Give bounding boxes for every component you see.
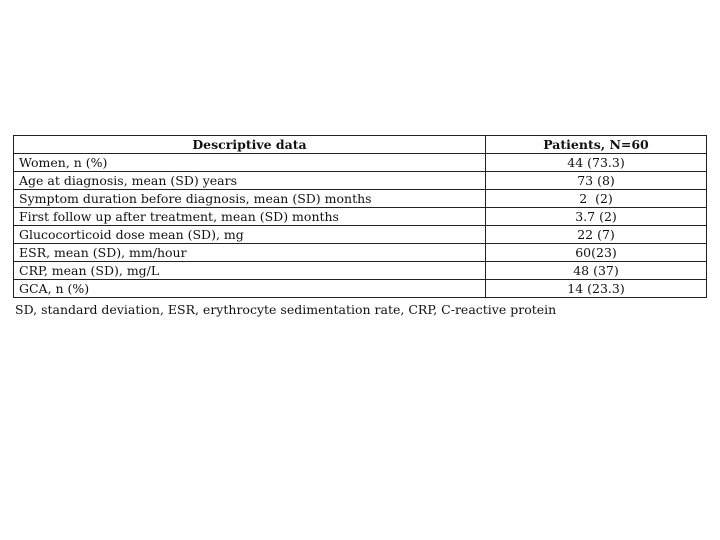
row-value: 2 (2)	[486, 190, 707, 208]
row-value: 48 (37)	[486, 262, 707, 280]
row-value: 14 (23.3)	[486, 280, 707, 298]
row-label: GCA, n (%)	[14, 280, 486, 298]
descriptive-data-table	[13, 135, 707, 298]
row-value: 3.7 (2)	[486, 208, 707, 226]
table-row	[14, 280, 707, 298]
table-row	[14, 244, 707, 262]
table-row	[14, 190, 707, 208]
row-label: ESR, mean (SD), mm/hour	[14, 244, 486, 262]
table-row	[14, 208, 707, 226]
table-row	[14, 262, 707, 280]
row-value: 60(23)	[486, 244, 707, 262]
row-label: Glucocorticoid dose mean (SD), mg	[14, 226, 486, 244]
table-row	[14, 172, 707, 190]
table-row	[14, 226, 707, 244]
row-label: Age at diagnosis, mean (SD) years	[14, 172, 486, 190]
table-header-row	[14, 136, 707, 154]
row-value: 44 (73.3)	[486, 154, 707, 172]
header-patients: Patients, N=60	[486, 136, 707, 154]
row-label: Symptom duration before diagnosis, mean (SD) months	[14, 190, 486, 208]
table-row	[14, 154, 707, 172]
row-value: 22 (7)	[486, 226, 707, 244]
row-label: Women, n (%)	[14, 154, 486, 172]
row-label: CRP, mean (SD), mg/L	[14, 262, 486, 280]
row-value: 73 (8)	[486, 172, 707, 190]
row-label: First follow up after treatment, mean (SD) months	[14, 208, 486, 226]
header-descriptive-data: Descriptive data	[14, 136, 486, 154]
table-footnote: SD, standard deviation, ESR, erythrocyte sedimentation rate, CRP, C-reactive protein	[15, 302, 557, 317]
